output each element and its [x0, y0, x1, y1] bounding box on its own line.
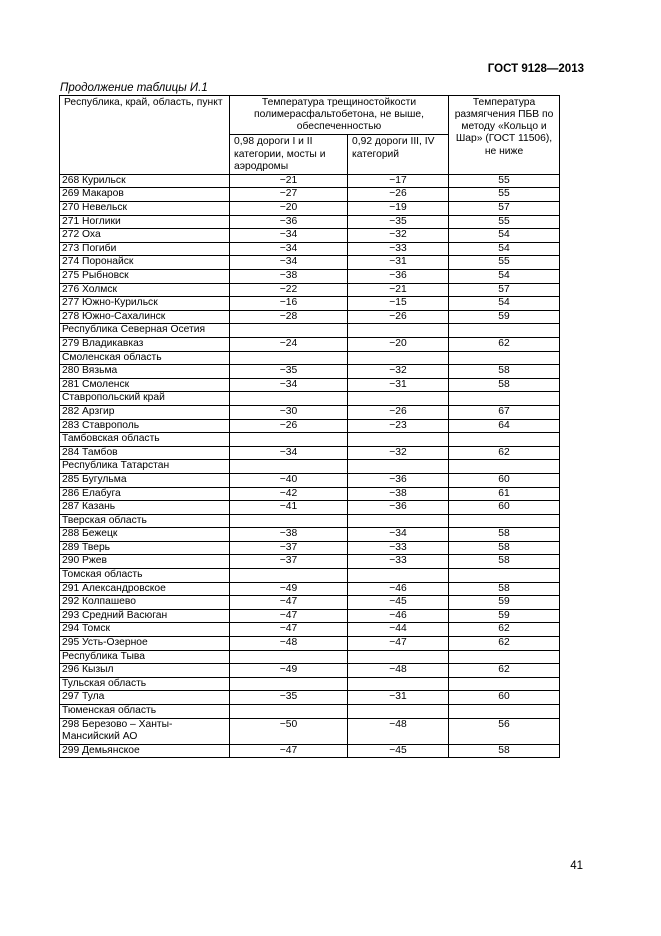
table-row	[60, 677, 560, 691]
cell-softening: 58	[449, 555, 560, 569]
cell-temp-098: −26	[230, 419, 348, 433]
table-row	[60, 405, 560, 419]
cell-softening: 62	[449, 623, 560, 637]
cell-region: 284 Тамбов	[60, 446, 230, 460]
cell-temp-098: −22	[230, 283, 348, 297]
cell-region: Томская область	[60, 569, 230, 583]
document-code: ГОСТ 9128—2013	[487, 63, 584, 75]
cell-softening: 60	[449, 501, 560, 515]
cell-temp-098	[230, 324, 348, 338]
cell-region: Тюменская область	[60, 705, 230, 719]
cell-temp-098	[230, 392, 348, 406]
header-temp-098: 0,98 дороги I и II категории, мосты и аэродромы	[230, 135, 348, 174]
table-row	[60, 188, 560, 202]
header-region: Республика, край, область, пункт	[60, 96, 230, 175]
table-row	[60, 446, 560, 460]
cell-temp-098: −24	[230, 337, 348, 351]
cell-temp-092: −48	[348, 718, 449, 744]
table-row	[60, 623, 560, 637]
cell-temp-092	[348, 460, 449, 474]
cell-region: 298 Березово – Ханты-Мансийский АО	[60, 718, 230, 744]
cell-softening: 57	[449, 202, 560, 216]
cell-temp-092: −26	[348, 310, 449, 324]
header-softening-temp: Температура размягчения ПБВ по методу «Кольцо и Шар» (ГОСТ 11506), не ниже	[449, 96, 560, 175]
cell-temp-098	[230, 514, 348, 528]
table-row	[60, 256, 560, 270]
table-row	[60, 744, 560, 758]
table-caption: Продолжение таблицы И.1	[60, 82, 208, 94]
cell-temp-092	[348, 433, 449, 447]
cell-region: 279 Владикавказ	[60, 337, 230, 351]
cell-softening: 54	[449, 229, 560, 243]
cell-softening	[449, 514, 560, 528]
cell-temp-092: −15	[348, 297, 449, 311]
cell-temp-098: −34	[230, 256, 348, 270]
cell-region: Республика Северная Осетия	[60, 324, 230, 338]
cell-temp-092: −26	[348, 188, 449, 202]
table-row	[60, 596, 560, 610]
cell-temp-098: −47	[230, 596, 348, 610]
cell-softening: 55	[449, 215, 560, 229]
cell-temp-092: −36	[348, 473, 449, 487]
table-row	[60, 691, 560, 705]
cell-temp-098: −37	[230, 555, 348, 569]
cell-region: 270 Невельск	[60, 202, 230, 216]
cell-softening	[449, 392, 560, 406]
table-row	[60, 419, 560, 433]
header-temperature-group: Температура трещиностойкости полимерасфальтобетона, не выше, обеспеченностью	[230, 96, 449, 135]
cell-softening: 64	[449, 419, 560, 433]
table-row	[60, 202, 560, 216]
cell-region: 281 Смоленск	[60, 378, 230, 392]
cell-temp-092: −21	[348, 283, 449, 297]
cell-temp-092	[348, 705, 449, 719]
cell-region: Смоленская область	[60, 351, 230, 365]
cell-region: 286 Елабуга	[60, 487, 230, 501]
cell-temp-098	[230, 677, 348, 691]
table-row	[60, 501, 560, 515]
table-row	[60, 664, 560, 678]
cell-region: Тульская область	[60, 677, 230, 691]
cell-temp-092: −44	[348, 623, 449, 637]
table-row	[60, 528, 560, 542]
cell-temp-098: −47	[230, 623, 348, 637]
cell-temp-092	[348, 392, 449, 406]
cell-softening: 56	[449, 718, 560, 744]
cell-temp-092: −23	[348, 419, 449, 433]
cell-region: 287 Казань	[60, 501, 230, 515]
cell-softening	[449, 650, 560, 664]
cell-temp-092: −33	[348, 555, 449, 569]
table-row	[60, 433, 560, 447]
cell-temp-092: −45	[348, 744, 449, 758]
cell-temp-092: −36	[348, 270, 449, 284]
cell-region: 268 Курильск	[60, 174, 230, 188]
cell-temp-092: −36	[348, 501, 449, 515]
cell-temp-092: −31	[348, 691, 449, 705]
cell-temp-098: −16	[230, 297, 348, 311]
table-row	[60, 705, 560, 719]
cell-temp-098: −41	[230, 501, 348, 515]
cell-region: 295 Усть-Озерное	[60, 637, 230, 651]
cell-temp-098: −40	[230, 473, 348, 487]
table-row	[60, 283, 560, 297]
cell-temp-098: −35	[230, 691, 348, 705]
cell-temp-092	[348, 677, 449, 691]
table-row	[60, 718, 560, 744]
cell-region: 272 Оха	[60, 229, 230, 243]
cell-temp-098: −28	[230, 310, 348, 324]
table-row	[60, 609, 560, 623]
cell-region: 296 Кызыл	[60, 664, 230, 678]
cell-softening	[449, 705, 560, 719]
cell-temp-092: −34	[348, 528, 449, 542]
table-row	[60, 460, 560, 474]
cell-softening	[449, 460, 560, 474]
table-row	[60, 650, 560, 664]
cell-temp-092: −32	[348, 365, 449, 379]
cell-region: 278 Южно-Сахалинск	[60, 310, 230, 324]
cell-temp-092: −32	[348, 446, 449, 460]
cell-temp-092: −17	[348, 174, 449, 188]
table-row	[60, 337, 560, 351]
cell-softening: 59	[449, 310, 560, 324]
cell-temp-092: −31	[348, 256, 449, 270]
cell-temp-098: −37	[230, 541, 348, 555]
cell-softening: 54	[449, 297, 560, 311]
cell-region: 269 Макаров	[60, 188, 230, 202]
cell-softening: 54	[449, 270, 560, 284]
page-number: 41	[570, 860, 583, 872]
cell-softening: 59	[449, 596, 560, 610]
cell-temp-098	[230, 460, 348, 474]
cell-region: Тамбовская область	[60, 433, 230, 447]
cell-temp-092: −46	[348, 582, 449, 596]
cell-softening: 62	[449, 637, 560, 651]
table-row	[60, 392, 560, 406]
cell-temp-098	[230, 569, 348, 583]
cell-softening: 58	[449, 365, 560, 379]
cell-softening	[449, 324, 560, 338]
cell-softening: 61	[449, 487, 560, 501]
table-row	[60, 174, 560, 188]
cell-temp-092	[348, 514, 449, 528]
cell-region: 276 Холмск	[60, 283, 230, 297]
cell-temp-098: −30	[230, 405, 348, 419]
cell-temp-092: −38	[348, 487, 449, 501]
cell-temp-098: −34	[230, 242, 348, 256]
cell-softening: 67	[449, 405, 560, 419]
cell-region: 288 Бежецк	[60, 528, 230, 542]
cell-region: Тверская область	[60, 514, 230, 528]
cell-region: 283 Ставрополь	[60, 419, 230, 433]
table-body	[60, 174, 560, 757]
cell-temp-098: −35	[230, 365, 348, 379]
cell-softening: 58	[449, 378, 560, 392]
cell-temp-098: −47	[230, 744, 348, 758]
cell-region: 273 Погиби	[60, 242, 230, 256]
cell-region: 282 Арзгир	[60, 405, 230, 419]
cell-temp-092: −33	[348, 541, 449, 555]
cell-temp-098: −49	[230, 664, 348, 678]
table-row	[60, 637, 560, 651]
table-row	[60, 473, 560, 487]
cell-softening	[449, 569, 560, 583]
cell-temp-092: −26	[348, 405, 449, 419]
table-row	[60, 378, 560, 392]
cell-softening: 59	[449, 609, 560, 623]
cell-softening: 55	[449, 188, 560, 202]
cell-temp-098: −38	[230, 270, 348, 284]
cell-region: 293 Средний Васюган	[60, 609, 230, 623]
table-row	[60, 541, 560, 555]
cell-temp-098: −27	[230, 188, 348, 202]
cell-temp-092: −20	[348, 337, 449, 351]
cell-softening: 62	[449, 664, 560, 678]
cell-softening	[449, 351, 560, 365]
header-temp-092: 0,92 дороги III, IV категорий	[348, 135, 449, 174]
cell-temp-098: −47	[230, 609, 348, 623]
cell-temp-098: −20	[230, 202, 348, 216]
cell-temp-098	[230, 433, 348, 447]
cell-softening: 60	[449, 473, 560, 487]
cell-softening: 58	[449, 541, 560, 555]
cell-region: 280 Вязьма	[60, 365, 230, 379]
cell-temp-092: −19	[348, 202, 449, 216]
cell-softening: 57	[449, 283, 560, 297]
table-row	[60, 351, 560, 365]
cell-region: 275 Рыбновск	[60, 270, 230, 284]
cell-softening: 58	[449, 582, 560, 596]
cell-temp-092: −45	[348, 596, 449, 610]
cell-region: 290 Ржев	[60, 555, 230, 569]
cell-temp-098: −50	[230, 718, 348, 744]
cell-temp-098	[230, 650, 348, 664]
table-row	[60, 310, 560, 324]
cell-softening: 58	[449, 528, 560, 542]
cell-temp-098: −42	[230, 487, 348, 501]
cell-temp-092	[348, 569, 449, 583]
cell-temp-098	[230, 351, 348, 365]
cell-region: 294 Томск	[60, 623, 230, 637]
cell-temp-098: −49	[230, 582, 348, 596]
cell-temp-092: −35	[348, 215, 449, 229]
table-row	[60, 242, 560, 256]
table-row	[60, 324, 560, 338]
table-row	[60, 365, 560, 379]
data-table	[59, 95, 560, 758]
cell-temp-092: −46	[348, 609, 449, 623]
cell-temp-098: −34	[230, 229, 348, 243]
cell-temp-098: −34	[230, 378, 348, 392]
cell-region: Республика Татарстан	[60, 460, 230, 474]
cell-softening	[449, 677, 560, 691]
cell-temp-092: −47	[348, 637, 449, 651]
cell-softening: 62	[449, 337, 560, 351]
cell-temp-092	[348, 351, 449, 365]
cell-region: 289 Тверь	[60, 541, 230, 555]
cell-softening	[449, 433, 560, 447]
table-row	[60, 270, 560, 284]
cell-region: 291 Александровское	[60, 582, 230, 596]
cell-temp-098: −48	[230, 637, 348, 651]
cell-softening: 55	[449, 174, 560, 188]
table-row	[60, 487, 560, 501]
cell-softening: 54	[449, 242, 560, 256]
cell-region: Ставропольский край	[60, 392, 230, 406]
cell-softening: 62	[449, 446, 560, 460]
cell-temp-098: −21	[230, 174, 348, 188]
cell-region: 292 Колпашево	[60, 596, 230, 610]
table-row	[60, 569, 560, 583]
cell-region: 271 Ноглики	[60, 215, 230, 229]
table-row	[60, 514, 560, 528]
table-row	[60, 215, 560, 229]
cell-temp-092: −48	[348, 664, 449, 678]
table-row	[60, 229, 560, 243]
cell-region: 285 Бугульма	[60, 473, 230, 487]
cell-softening: 60	[449, 691, 560, 705]
cell-temp-098	[230, 705, 348, 719]
cell-region: 274 Поронайск	[60, 256, 230, 270]
cell-region: 277 Южно-Курильск	[60, 297, 230, 311]
table-row	[60, 297, 560, 311]
cell-temp-092: −32	[348, 229, 449, 243]
cell-temp-092	[348, 324, 449, 338]
cell-temp-092: −33	[348, 242, 449, 256]
cell-softening: 55	[449, 256, 560, 270]
cell-region: 299 Демьянское	[60, 744, 230, 758]
cell-temp-098: −36	[230, 215, 348, 229]
cell-temp-098: −38	[230, 528, 348, 542]
table-row	[60, 582, 560, 596]
cell-softening: 58	[449, 744, 560, 758]
cell-temp-092: −31	[348, 378, 449, 392]
cell-temp-098: −34	[230, 446, 348, 460]
cell-region: 297 Тула	[60, 691, 230, 705]
cell-region: Республика Тыва	[60, 650, 230, 664]
table-row	[60, 555, 560, 569]
cell-temp-092	[348, 650, 449, 664]
